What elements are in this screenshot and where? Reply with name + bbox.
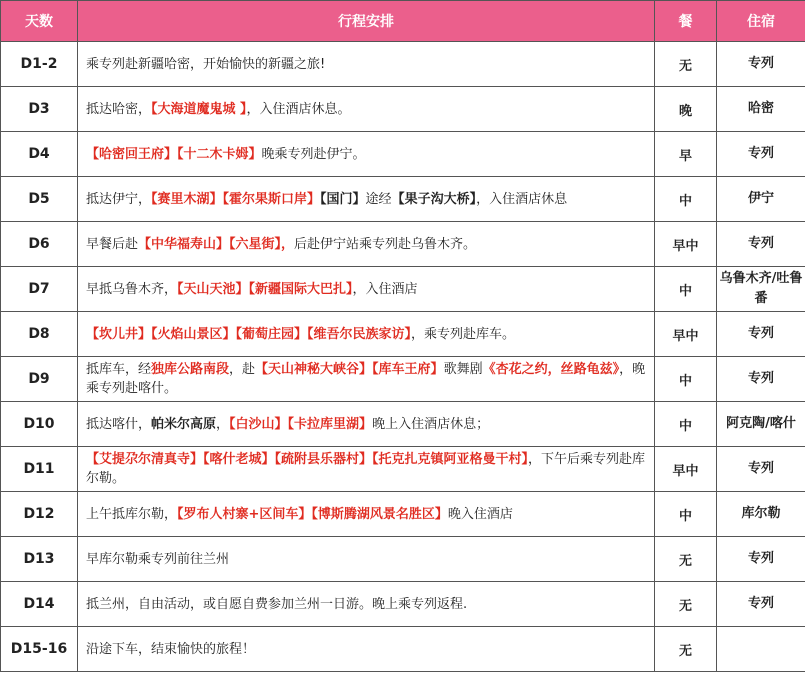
table-row [1, 132, 805, 177]
itinerary-text: 沿途下车，结束愉快的旅程！ [86, 641, 256, 657]
table-row [1, 312, 805, 357]
meal-cell: 中 [655, 402, 717, 447]
table-row [1, 537, 805, 582]
bold-text: 【果子沟大桥】 [391, 191, 477, 207]
stay-cell: 伊宁 [717, 177, 805, 222]
day-cell: D10 [1, 402, 78, 447]
table-row [1, 627, 805, 672]
header-stay: 住宿 [717, 1, 805, 42]
table-row [1, 402, 805, 447]
itinerary-cell [78, 267, 655, 312]
header-meal: 餐 [655, 1, 717, 42]
itinerary-cell [78, 537, 655, 582]
meal-cell: 早中 [655, 312, 717, 357]
meal-cell: 无 [655, 537, 717, 582]
day-cell: D1-2 [1, 42, 78, 87]
itinerary-text: ，乘专列赴库车。 [411, 326, 516, 342]
highlight-text: 独库公路南段 [151, 362, 230, 377]
highlight-text: 【艾提尕尔清真寺】【喀什老城】【疏附县乐器村】【托克扎克镇阿亚格曼干村】 [86, 452, 529, 467]
table-row [1, 267, 805, 312]
table-row [1, 42, 805, 87]
table-row [1, 177, 805, 222]
table-row [1, 582, 805, 627]
meal-cell: 无 [655, 582, 717, 627]
stay-cell: 库尔勒 [717, 492, 805, 537]
itinerary-cell [78, 627, 655, 672]
table-row [1, 87, 805, 132]
itinerary-cell [78, 177, 655, 222]
meal-cell: 中 [655, 357, 717, 402]
itinerary-text: 上午抵库尔勒， [86, 506, 178, 522]
stay-cell: 阿克陶/喀什 [717, 402, 805, 447]
itinerary-cell [78, 357, 655, 402]
itinerary-text: 抵达伊宁， [86, 191, 152, 207]
day-cell: D3 [1, 87, 78, 132]
table-row [1, 492, 805, 537]
itinerary-text: 抵库车，经 [86, 362, 152, 377]
table-row [1, 357, 805, 402]
itinerary-text: ，入住酒店休息。 [246, 101, 351, 117]
day-cell: D5 [1, 177, 78, 222]
day-cell: D12 [1, 492, 78, 537]
itinerary-text: ，晚乘专列赴喀什。 [86, 362, 646, 396]
stay-cell [717, 627, 805, 672]
itinerary-text: ，下午后乘专列赴库尔勒。 [86, 452, 646, 486]
day-cell: D7 [1, 267, 78, 312]
itinerary-cell [78, 447, 655, 492]
itinerary-text: 抵达哈密， [86, 101, 152, 117]
stay-cell: 专列 [717, 312, 805, 357]
bold-text: 帕米尔高原 [151, 416, 217, 432]
itinerary-text: 途经 [365, 191, 392, 207]
meal-cell: 晚 [655, 87, 717, 132]
day-cell: D9 [1, 357, 78, 402]
highlight-text: 【罗布人村寨+区间车】【博斯腾湖风景名胜区】 [177, 506, 448, 522]
itinerary-cell [78, 222, 655, 267]
itinerary-text: 抵兰州，自由活动，或自愿自费参加兰州一日游。晚上乘专列返程. [86, 596, 468, 612]
itinerary-text: 晚上入住酒店休息； [372, 416, 490, 432]
day-cell: D13 [1, 537, 78, 582]
stay-cell: 专列 [717, 447, 805, 492]
meal-cell: 无 [655, 627, 717, 672]
itinerary-text: 后赴伊宁站乘专列赴乌鲁木齐。 [294, 236, 477, 252]
itinerary-cell [78, 42, 655, 87]
itinerary-text: ，入住酒店 [352, 281, 418, 297]
day-cell: D11 [1, 447, 78, 492]
highlight-text: 《杏花之约，丝路龟兹》 [482, 362, 620, 377]
itinerary-text: 晚乘专列赴伊宁。 [261, 146, 366, 162]
header-day: 天数 [1, 1, 78, 42]
itinerary-text: ，赴 [229, 362, 256, 377]
itinerary-text: 早库尔勒乘专列前往兰州 [86, 551, 230, 567]
itinerary-text: 晚入住酒店 [447, 506, 513, 522]
itinerary-cell [78, 312, 655, 357]
bold-text: 【国门】 [320, 191, 366, 207]
highlight-text: 【天山天池】【新疆国际大巴扎】 [177, 281, 353, 297]
meal-cell: 中 [655, 492, 717, 537]
stay-cell: 专列 [717, 582, 805, 627]
highlight-text: 【中华福寿山】【六星街】， [138, 236, 295, 252]
meal-cell: 早 [655, 132, 717, 177]
header-row [1, 1, 805, 42]
table-row [1, 447, 805, 492]
table-row [1, 222, 805, 267]
stay-cell: 哈密 [717, 87, 805, 132]
highlight-text: 【坎儿井】【火焰山景区】【葡萄庄园】【维吾尔民族家访】 [86, 326, 412, 342]
highlight-text: 【哈密回王府】【十二木卡姆】 [86, 146, 262, 162]
stay-cell: 专列 [717, 357, 805, 402]
highlight-text: 【天山神秘大峡谷】【库车王府】 [255, 362, 444, 377]
itinerary-text: ，入住酒店休息 [476, 191, 568, 207]
stay-cell: 专列 [717, 42, 805, 87]
itinerary-text: 早餐后赴 [86, 236, 139, 252]
itinerary-cell [78, 132, 655, 177]
meal-cell: 早中 [655, 222, 717, 267]
day-cell: D6 [1, 222, 78, 267]
day-cell: D15-16 [1, 627, 78, 672]
itinerary-cell [78, 582, 655, 627]
stay-cell: 专列 [717, 132, 805, 177]
stay-cell: 专列 [717, 222, 805, 267]
highlight-text: 【赛里木湖】【霍尔果斯口岸】 [151, 191, 321, 207]
meal-cell: 无 [655, 42, 717, 87]
meal-cell: 早中 [655, 447, 717, 492]
highlight-text: 【白沙山】【卡拉库里湖】 [229, 416, 373, 432]
meal-cell: 中 [655, 267, 717, 312]
itinerary-text: 早抵乌鲁木齐， [86, 281, 178, 297]
stay-cell: 乌鲁木齐/吐鲁番 [717, 267, 805, 312]
itinerary-text: ， [216, 416, 230, 432]
day-cell: D8 [1, 312, 78, 357]
header-itinerary: 行程安排 [78, 1, 655, 42]
itinerary-cell [78, 402, 655, 447]
itinerary-text: 歌舞剧 [443, 362, 483, 377]
itinerary-cell [78, 87, 655, 132]
itinerary-body [1, 42, 805, 672]
highlight-text: 【大海道魔鬼城 】 [151, 101, 247, 117]
itinerary-cell [78, 492, 655, 537]
day-cell: D14 [1, 582, 78, 627]
itinerary-text: 抵达喀什， [86, 416, 152, 432]
day-cell: D4 [1, 132, 78, 177]
meal-cell: 中 [655, 177, 717, 222]
itinerary-text: 乘专列赴新疆哈密，开始愉快的新疆之旅! [86, 56, 326, 72]
stay-cell: 专列 [717, 537, 805, 582]
